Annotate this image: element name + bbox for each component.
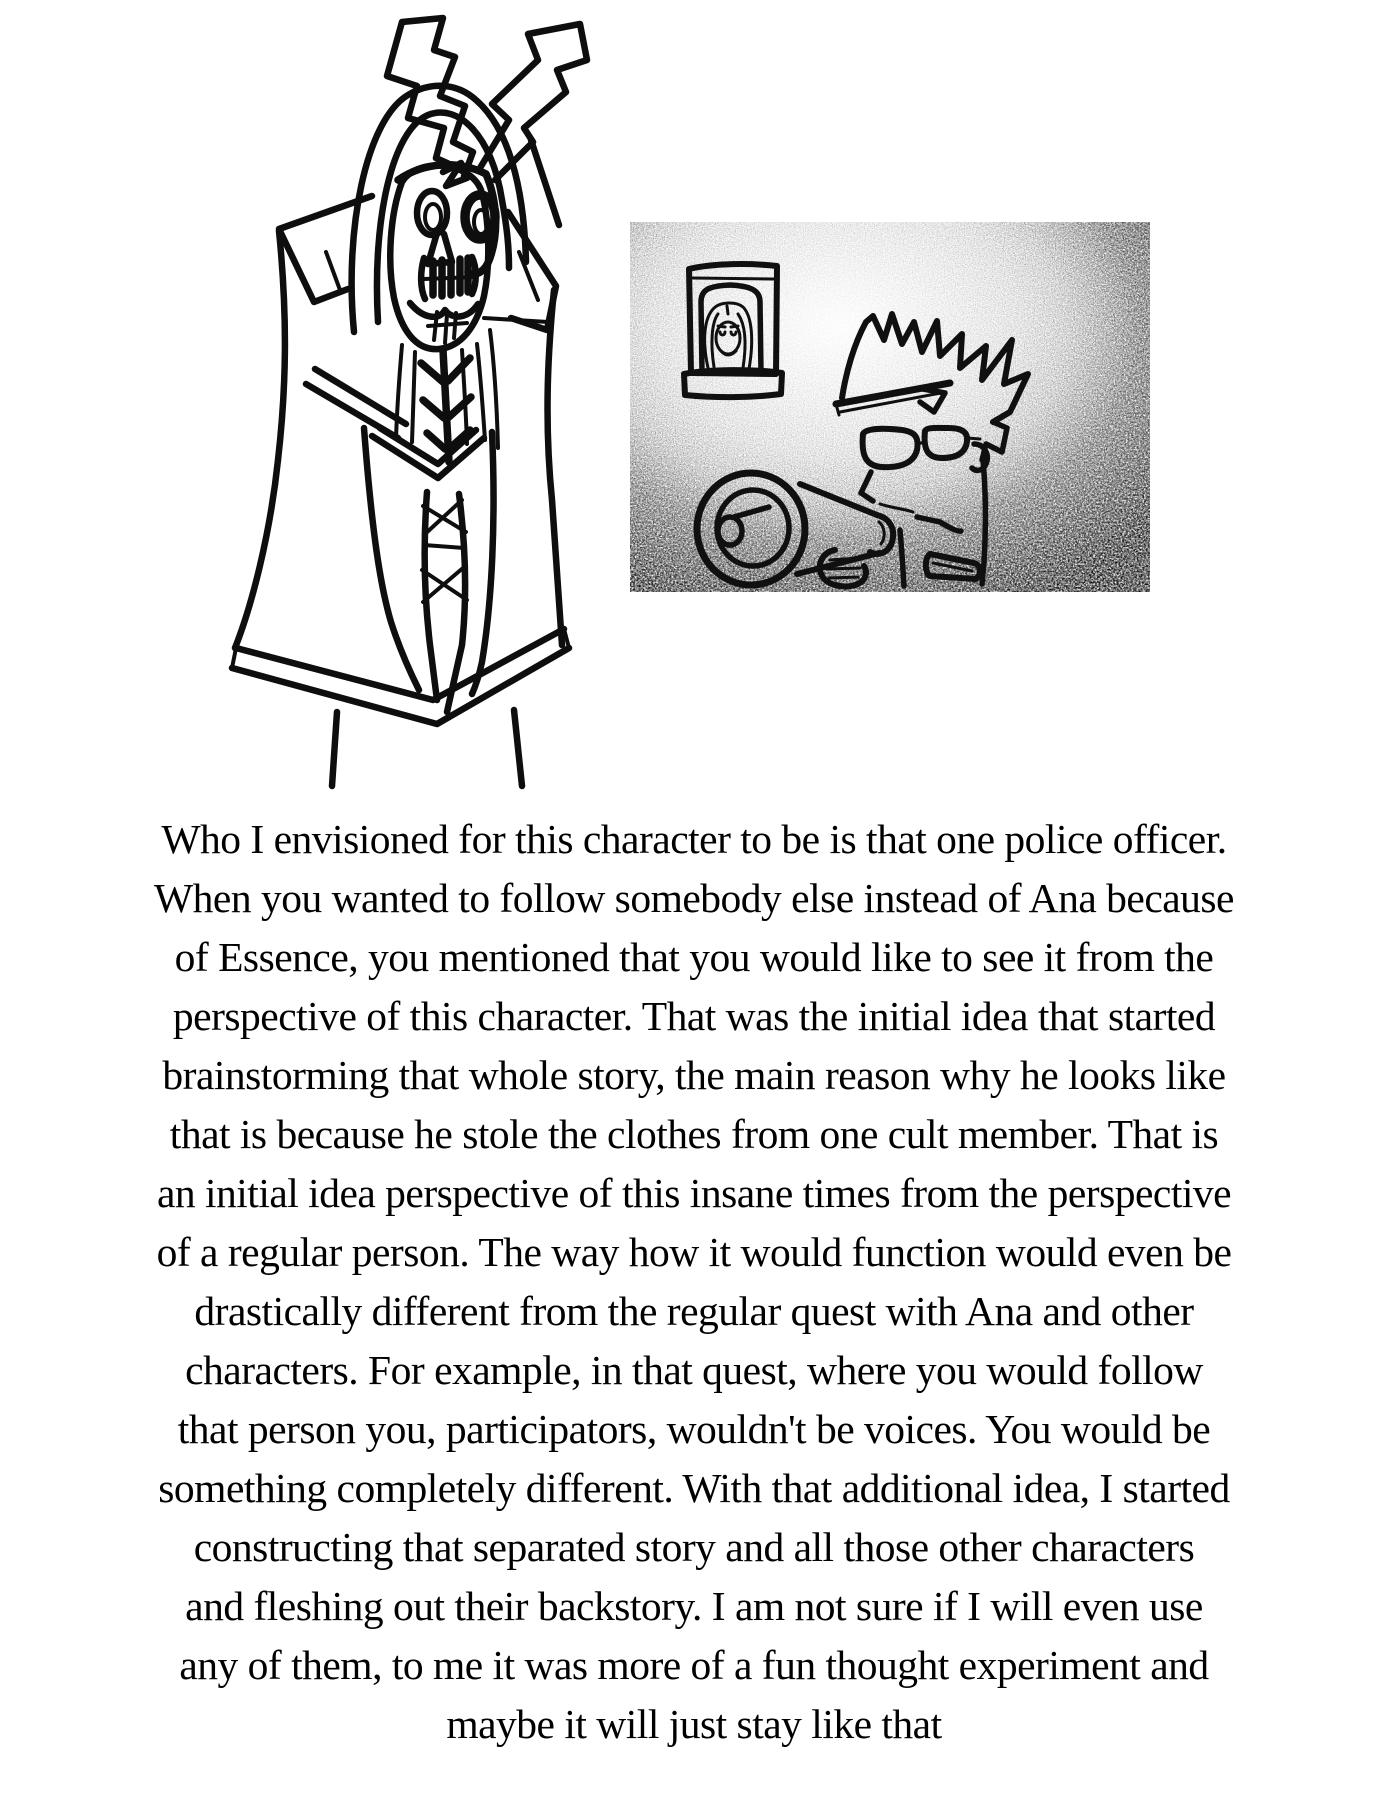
caption-line: characters. For example, in that quest, where you would follow [185,1347,1203,1393]
caption-line: that is because he stole the clothes from one cult member. That is [169,1111,1219,1157]
cultist-ink-lines [232,18,587,786]
caption [40,810,1348,1754]
caption-line: When you wanted to follow somebody else instead of Ana because [154,875,1234,921]
caption-line: that person you, participators, wouldn't be voices. You would be [177,1406,1211,1452]
caption-line: Who I envisioned for this character to be is that one police officer. [161,816,1227,862]
caption-line: brainstorming that whole story, the main reason why he looks like [162,1052,1226,1098]
caption-line: perspective of this character. That was the initial idea that started [172,993,1216,1039]
caption-line: maybe it will just stay like that [446,1701,942,1747]
caption-line: an initial idea perspective of this insane times from the perspective [156,1170,1232,1216]
caption-line: any of them, to me it was more of a fun thought experiment and [179,1642,1209,1688]
caption-line: and fleshing out their backstory. I am not sure if I will even use [185,1583,1203,1629]
caption-line: drastically different from the regular quest with Ana and other [194,1288,1194,1334]
caption-line: of Essence, you mentioned that you would like to see it from the [174,934,1214,980]
caption-line: of a regular person. The way how it would function would even be [156,1229,1232,1275]
caption-line: constructing that separated story and all those other characters [193,1524,1195,1570]
caption-line: something completely different. With that additional idea, I started [158,1465,1230,1511]
robed-cultist-drawing [140,0,610,800]
officer-megaphone-drawing [630,222,1150,592]
